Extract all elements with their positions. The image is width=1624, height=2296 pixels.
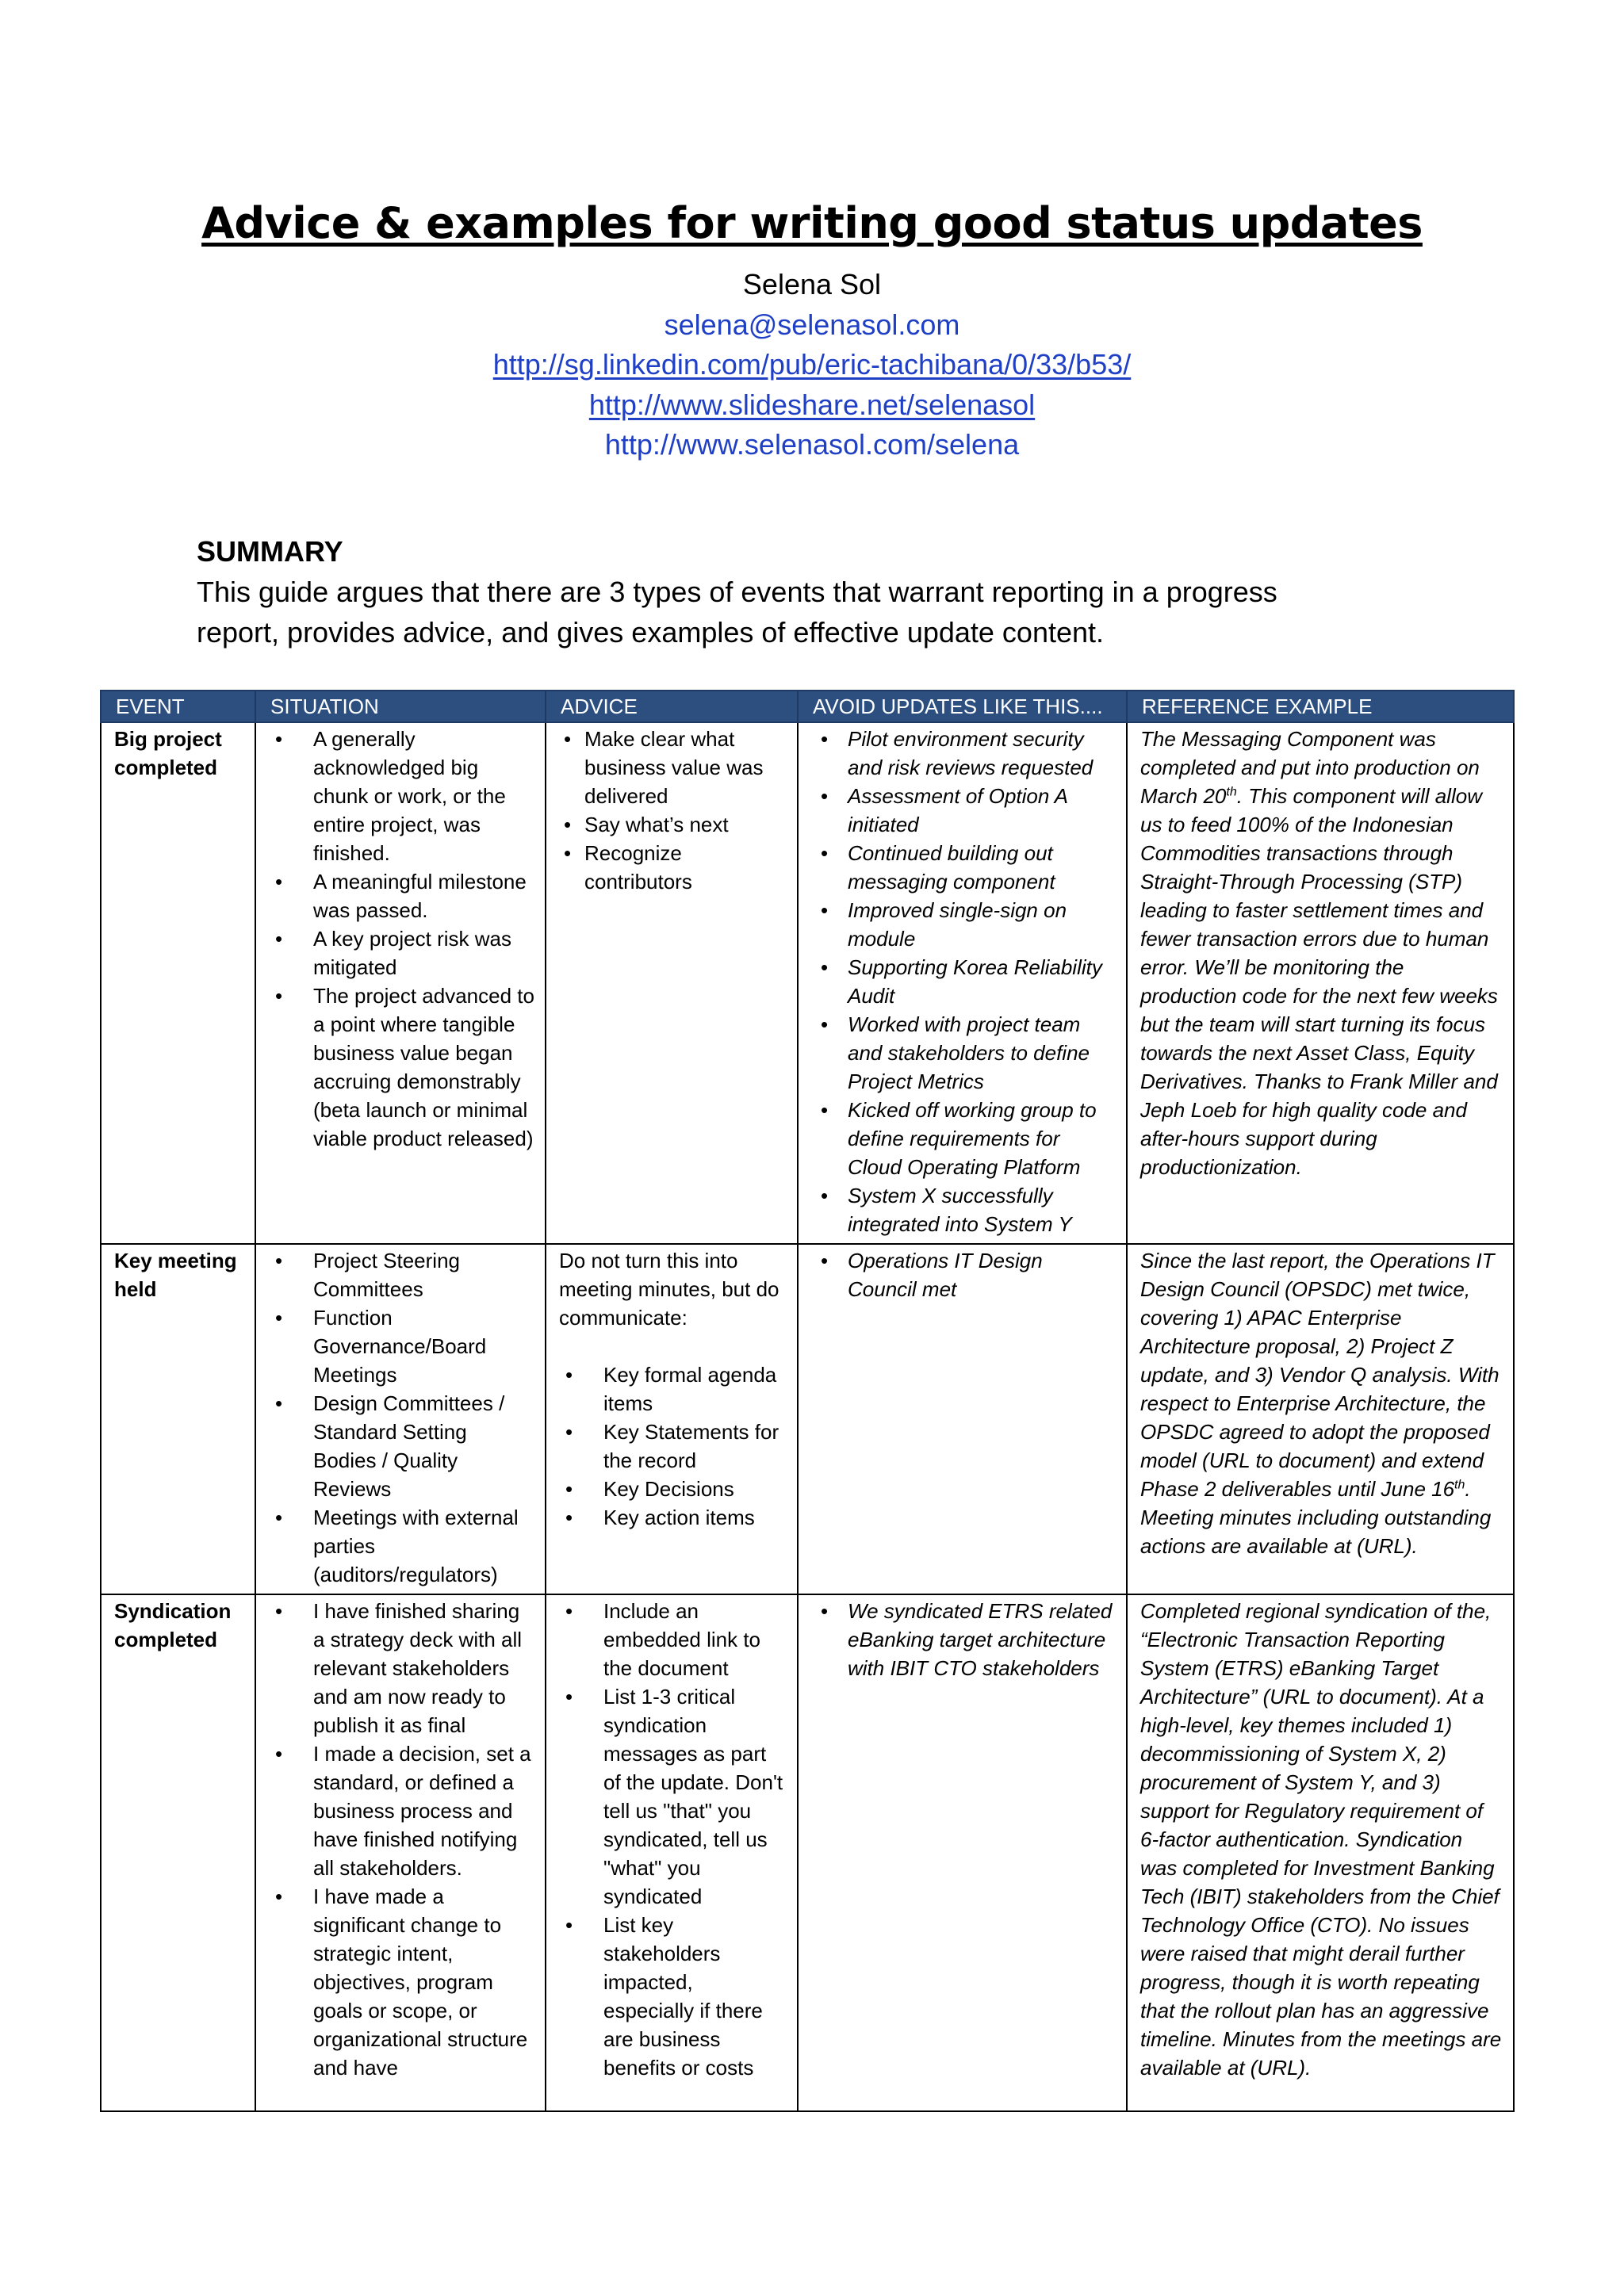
situation-cell xyxy=(255,1594,546,2111)
list-item: • Assessment of Option A initiated xyxy=(811,782,1116,839)
linkedin-link[interactable]: http://sg.linkedin.com/pub/eric-tachibana/0/33/b53/ xyxy=(492,348,1132,381)
table-row xyxy=(101,1244,1514,1594)
list-item: • I have made a significant change to strategic intent, objectives, program goals or scope, or organizational structure and have xyxy=(269,1882,535,2082)
list-item: • Recognize contributors xyxy=(559,839,787,896)
list-item: • I have finished sharing a strategy deck with all relevant stakeholders and am now ready to publish it as final xyxy=(269,1597,535,1739)
list-item: • Kicked off working group to define requirements for Cloud Operating Platform xyxy=(811,1096,1116,1181)
author-email[interactable]: selena@selenasol.com xyxy=(664,308,960,341)
list-item: • Make clear what business value was delivered xyxy=(559,725,787,810)
header-situation: SITUATION xyxy=(255,691,546,722)
summary-section xyxy=(197,531,1434,652)
list-item: • Continued building out messaging component xyxy=(811,839,1116,896)
list-item: • System X successfully integrated into System Y xyxy=(811,1181,1116,1238)
table-row xyxy=(101,1594,1514,2111)
list-item: • A key project risk was mitigated xyxy=(269,924,535,982)
list-item: • Improved single-sign on module xyxy=(811,896,1116,953)
list-item: • The project advanced to a point where tangible business value began accruing demonstrably (beta launch or minimal viable product released) xyxy=(269,982,535,1153)
reference-cell: Completed regional syndication of the, “Electronic Transaction Reporting System (ETRS) eBanking Target Architecture” (URL to document). At a high-level, key themes included 1) decommissioning of System X, 2) procurement of System Y, and 3) support for Regulatory requirement of 6-factor authentication. Syndication was completed for Investment Banking Tech (IBIT) stakeholders from the Chief Technology Office (CTO). No issues were raised that might derail further progress, though it is worth repeating that the rollout plan has an aggressive timeline. Minutes from the meetings are available at (URL). xyxy=(1127,1594,1514,2111)
header-advice: ADVICE xyxy=(546,691,798,722)
table-header-row xyxy=(101,691,1514,722)
header-avoid: AVOID UPDATES LIKE THIS.... xyxy=(798,691,1127,722)
situation-cell xyxy=(255,1244,546,1594)
list-item: • Key Decisions xyxy=(559,1475,787,1503)
slideshare-link[interactable]: http://www.slideshare.net/selenasol xyxy=(588,388,1036,421)
list-item: • Include an embedded link to the document xyxy=(559,1597,787,1682)
status-update-guide-table xyxy=(100,690,1515,2112)
header-event: EVENT xyxy=(101,691,255,722)
advice-cell xyxy=(546,722,798,1244)
list-item: • List 1-3 critical syndication messages as part of the update. Don't tell us "that" you syndicated, tell us "what" you syndicated xyxy=(559,1682,787,1911)
list-item: • Design Committees / Standard Setting Bodies / Quality Reviews xyxy=(269,1389,535,1503)
list-item: • We syndicated ETRS related eBanking target architecture with IBIT CTO stakeholders xyxy=(811,1597,1116,1682)
list-item: • Function Governance/Board Meetings xyxy=(269,1303,535,1389)
list-item: • Key Statements for the record xyxy=(559,1418,787,1475)
reference-cell: The Messaging Component was completed and put into production on March 20th. This component will allow us to feed 100% of the Indonesian Commodities transactions through Straight-Through Processing (STP) leading to faster settlement times and fewer transaction errors due to human error. We’ll be monitoring the production code for the next few weeks but the team will start turning its focus towards the next Asset Class, Equity Derivatives. Thanks to Frank Miller and Jeph Loeb for high quality code and after-hours support during productionization. xyxy=(1127,722,1514,1244)
author-block xyxy=(0,265,1624,465)
list-item: • Say what’s next xyxy=(559,810,787,839)
list-item: • List key stakeholders impacted, especially if there are business benefits or costs xyxy=(559,1911,787,2082)
author-name: Selena Sol xyxy=(742,268,882,300)
reference-cell: Since the last report, the Operations IT Design Council (OPSDC) met twice, covering 1) APAC Enterprise Architecture proposal, 2) Project Z update, and 3) Vendor Q analysis. With respect to Enterprise Architecture, the OPSDC agreed to adopt the proposed model (URL to document) and extend Phase 2 deliverables until June 16th. Meeting minutes including outstanding actions are available at (URL). xyxy=(1127,1244,1514,1594)
list-item: • A generally acknowledged big chunk or work, or the entire project, was finished. xyxy=(269,725,535,867)
list-item: • Supporting Korea Reliability Audit xyxy=(811,953,1116,1010)
event-cell: Key meeting held xyxy=(101,1244,255,1594)
event-cell: Big project completed xyxy=(101,722,255,1244)
website-link[interactable]: http://www.selenasol.com/selena xyxy=(604,428,1020,461)
list-item: • A meaningful milestone was passed. xyxy=(269,867,535,924)
advice-cell xyxy=(546,1244,798,1594)
list-item: • Key action items xyxy=(559,1503,787,1532)
advice-intro: Do not turn this into meeting minutes, but do communicate: xyxy=(559,1249,779,1330)
header-reference: REFERENCE EXAMPLE xyxy=(1127,691,1514,722)
avoid-cell xyxy=(798,1594,1127,2111)
page-title: Advice & examples for writing good status updates xyxy=(201,198,1423,248)
list-item: • Pilot environment security and risk reviews requested xyxy=(811,725,1116,782)
list-item: • Project Steering Committees xyxy=(269,1246,535,1303)
list-item: • Operations IT Design Council met xyxy=(811,1246,1116,1303)
table-row xyxy=(101,722,1514,1244)
advice-cell xyxy=(546,1594,798,2111)
summary-heading: SUMMARY xyxy=(197,535,343,568)
summary-text-line-1: This guide argues that there are 3 types of events that warrant reporting in a progress xyxy=(197,576,1277,608)
list-item: • I made a decision, set a standard, or defined a business process and have finished notifying all stakeholders. xyxy=(269,1739,535,1882)
list-item: • Key formal agenda items xyxy=(559,1360,787,1418)
avoid-cell xyxy=(798,1244,1127,1594)
summary-text-line-2: report, provides advice, and gives examples of effective update content. xyxy=(197,616,1105,649)
list-item: • Worked with project team and stakeholders to define Project Metrics xyxy=(811,1010,1116,1096)
situation-cell xyxy=(255,722,546,1244)
avoid-cell xyxy=(798,722,1127,1244)
event-cell: Syndication completed xyxy=(101,1594,255,2111)
list-item: • Meetings with external parties (auditors/regulators) xyxy=(269,1503,535,1589)
